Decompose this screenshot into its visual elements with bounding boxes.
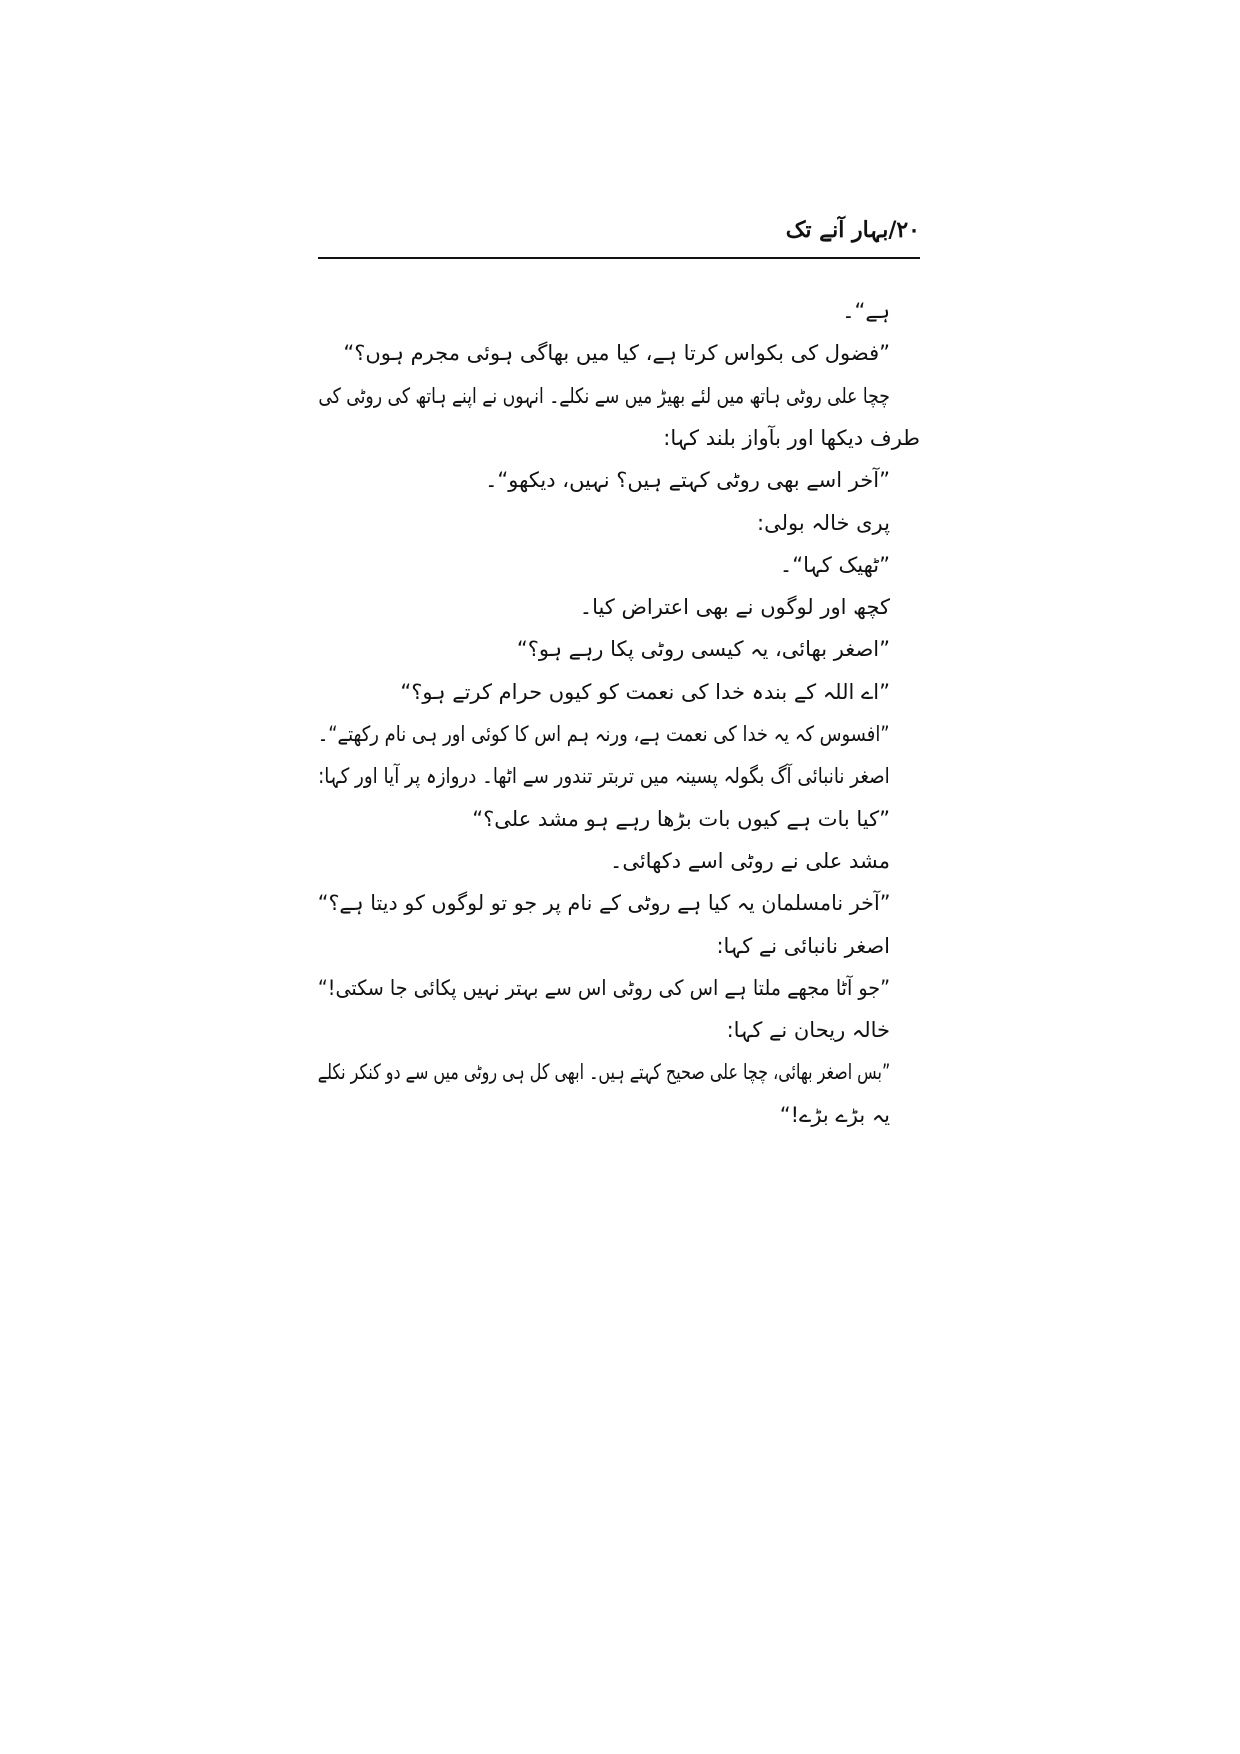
text-line: یہ بڑے بڑے!“ — [779, 1102, 890, 1127]
text-line: پری خالہ بولی: — [757, 510, 890, 535]
text-line: اصغر نانبائی نے کہا: — [716, 933, 890, 958]
text-line: ”اصغر بھائی، یہ کیسی روٹی پکا رہے ہو؟“ — [516, 637, 890, 662]
text-line: خالہ ریحان نے کہا: — [726, 1018, 890, 1043]
page-header-title: ۲۰/بہار آنے تک — [785, 217, 920, 243]
page-header — [318, 215, 920, 259]
text-line: طرف دیکھا اور بآواز بلند کہا: — [663, 425, 920, 450]
text-line: ”فضول کی بکواس کرتا ہے، کیا میں بھاگی ہوئی مجرم ہوں؟“ — [343, 341, 890, 366]
text-line: ”جو آٹا مجھے ملتا ہے اس کی روٹی اس سے بہتر نہیں پکائی جا سکتی!“ — [317, 975, 890, 1000]
text-line: مشد علی نے روٹی اسے دکھائی۔ — [610, 848, 890, 873]
text-line: ”اے اللہ کے بندہ خدا کی نعمت کو کیوں حرام کرتے ہو؟“ — [400, 679, 890, 704]
text-line: ”کیا بات ہے کیوں بات بڑھا رہے ہو مشد علی؟“ — [472, 806, 890, 831]
text-line: ”آخر اسے بھی روٹی کہتے ہیں؟ نہیں، دیکھو“۔ — [485, 468, 890, 493]
text-line: چچا علی روٹی ہاتھ میں لئے بھیڑ میں سے نکلے۔ انہوں نے اپنے ہاتھ کی روٹی کی — [318, 383, 890, 408]
text-line: ”آخر نامسلمان یہ کیا ہے روٹی کے نام پر جو تو لوگوں کو دیتا ہے؟“ — [317, 891, 890, 916]
text-line: کچھ اور لوگوں نے بھی اعتراض کیا۔ — [579, 595, 890, 620]
text-line: ہے“۔ — [842, 299, 890, 323]
text-line: اصغر نانبائی آگ بگولہ پسینہ میں تربتر تندور سے اٹھا۔ دروازہ پر آیا اور کہا: — [318, 764, 890, 789]
text-line: ”بس اصغر بھائی، چچا علی صحیح کہتے ہیں۔ ابھی کل ہی روٹی میں سے دو کنکر نکلے — [317, 1060, 890, 1085]
text-line: ”ٹھیک کہا“۔ — [779, 552, 890, 577]
text-line: ”افسوس کہ یہ خدا کی نعمت ہے، ورنہ ہم اس کا کوئی اور ہی نام رکھتے“۔ — [318, 722, 890, 746]
